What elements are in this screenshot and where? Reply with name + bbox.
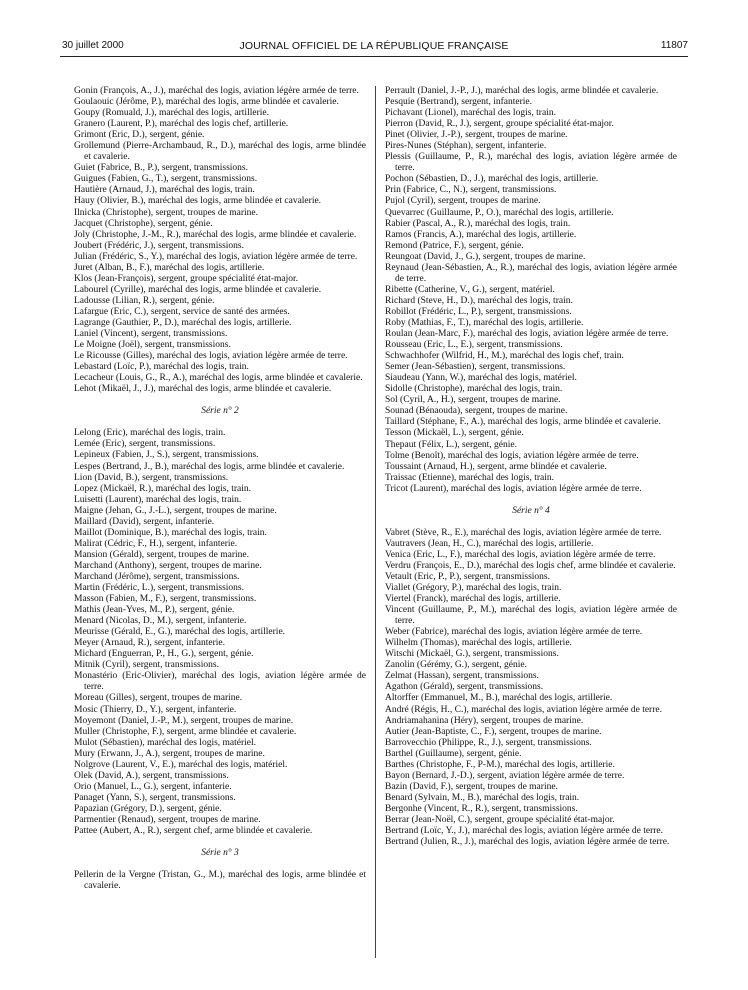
list-entry: Rousseau (Eric, L., E.), sergent, transmissions.	[385, 340, 563, 351]
list-entry: Plessis (Guillaume, P., R.), maréchal des logis, aviation légère armée de terre.	[385, 152, 677, 174]
list-entry: Mulot (Sébastien), maréchal des logis, matériel.	[74, 737, 257, 748]
list-entry: Orio (Manuel, L., G.), sergent, infanterie.	[74, 781, 232, 792]
list-entry: Sounad (Bénaouda), sergent, troupes de marine.	[385, 406, 568, 417]
list-entry: Pires-Nunes (Stéphan), sergent, infanterie.	[385, 141, 547, 152]
list-entry: Guigues (Fabien, G., T.), sergent, transmissions.	[74, 174, 258, 185]
list-entry: Papazian (Grégory, D.), sergent, génie.	[74, 803, 222, 814]
list-entry: Juret (Alban, B., F.), maréchal des logis, artillerie.	[74, 262, 265, 273]
list-entry: Lebastard (Loïc, P.), maréchal des logis, train.	[74, 362, 249, 373]
list-entry: Rabier (Pascal, A., R.), maréchal des logis, train.	[385, 218, 571, 229]
list-entry: Perrault (Daniel, J.-P., J.), maréchal des logis, arme blindée et cavalerie.	[385, 86, 659, 96]
header-page-number: 11807	[660, 40, 688, 51]
list-entry: Bertrand (Julien, R., J.), maréchal des logis, aviation légère armée de terre.	[385, 837, 670, 848]
header-date: 30 juillet 2000	[62, 40, 124, 51]
list-entry: Lespes (Bertrand, J., B.), maréchal des logis, arme blindée et cavalerie.	[74, 461, 345, 472]
list-entry: Menard (Nicolas, D., M.), sergent, infanterie.	[74, 616, 247, 627]
header-rule	[60, 56, 688, 57]
list-entry: Roulan (Jean-Marc, F.), maréchal des logis, aviation légère armée de terre.	[385, 329, 669, 340]
list-entry: Pellerin de la Vergne (Tristan, G., M.), maréchal des logis, arme blindée et cavalerie.	[74, 870, 366, 892]
list-entry: Parmentier (Renaud), sergent, troupes de marine.	[74, 815, 261, 825]
list-entry: Lafargue (Eric, C.), sergent, service de santé des armées.	[74, 306, 290, 317]
list-entry: Pujol (Cyril), sergent, troupes de marine.	[385, 196, 541, 207]
list-entry: Vabret (Stève, R., E.), maréchal des logis, aviation légère armée de terre.	[385, 527, 662, 538]
list-entry: Mitnik (Cyril), sergent, transmissions.	[74, 660, 219, 671]
list-entry: Hauy (Olivier, B.), maréchal des logis, arme blindée et cavalerie.	[74, 196, 322, 207]
list-entry: Guiet (Fabrice, B., P.), sergent, transmissions.	[74, 163, 248, 174]
list-entry: Benard (Sylvain, M., B.), maréchal des logis, train.	[385, 792, 580, 803]
left-column	[74, 86, 366, 892]
list-entry: Venica (Eric, L., F.), maréchal des logis, aviation légère armée de terre.	[385, 549, 656, 560]
serie-heading: Série n° 4	[512, 505, 550, 516]
list-entry: Labourel (Cyrille), maréchal des logis, arme blindée et cavalerie.	[74, 284, 322, 295]
list-entry: Weber (Fabrice), maréchal des logis, aviation légère armée de terre.	[385, 627, 643, 638]
list-entry: Altorffer (Emmanuel, M., B.), maréchal des logis, artillerie.	[385, 693, 613, 704]
list-entry: Marchand (Jérôme), sergent, transmissions.	[74, 571, 240, 582]
list-entry: Goulaouic (Jérôme, P.), maréchal des logis, arme blindée et cavalerie.	[74, 97, 339, 108]
list-entry: Traissac (Etienne), maréchal des logis, train.	[385, 472, 555, 483]
list-entry: Julian (Frédéric, S., Y.), maréchal des logis, aviation légère armée de terre.	[74, 251, 358, 262]
list-entry: Wilhelm (Thomas), maréchal des logis, artillerie.	[385, 638, 572, 649]
list-entry: Robillot (Frédéric, L., P.), sergent, transmissions.	[385, 306, 572, 317]
list-entry: Joubert (Frédéric, J.), sergent, transmissions.	[74, 240, 245, 251]
list-entry: Siaudeau (Yann, W.), maréchal des logis, matériel.	[385, 373, 577, 384]
list-entry: Lemée (Eric), sergent, transmissions.	[74, 439, 216, 450]
list-entry: Martin (Frédéric, L.), sergent, transmissions.	[74, 583, 244, 594]
list-entry: Marchand (Anthony), sergent, troupes de marine.	[74, 560, 262, 571]
list-entry: Berrar (Jean-Noël, C.), sergent, groupe spécialité état-major.	[385, 815, 615, 825]
list-entry: Autier (Jean-Baptiste, C., F.), sergent, troupes de marine.	[385, 726, 602, 737]
list-entry: Pierron (David, R., J.), sergent, groupe spécialité état-major.	[385, 119, 614, 130]
list-entry: Joly (Christophe, J.-M., R.), maréchal des logis, arme blindée et cavalerie.	[74, 229, 357, 240]
right-column	[385, 86, 677, 848]
list-entry: Zelmat (Hassan), sergent, transmissions.	[385, 671, 539, 682]
list-entry: Bayon (Bernard, J.-D.), sergent, aviation légère armée de terre.	[385, 770, 625, 781]
list-entry: Lopez (Mickaël, R.), maréchal des logis, train.	[74, 483, 252, 494]
list-entry: Prin (Fabrice, C., N.), sergent, transmissions.	[385, 185, 557, 196]
list-entry: Tolme (Benoît), maréchal des logis, aviation légère armée de terre.	[385, 450, 639, 461]
list-entry: Ramos (Francis, A.), maréchal des logis, artillerie.	[385, 229, 577, 240]
list-entry: Ribette (Catherine, V., G.), sergent, matériel.	[385, 284, 555, 295]
serie-heading: Série n° 3	[201, 848, 239, 859]
list-entry: Maigne (Jehan, G., J.-L.), sergent, troupes de marine.	[74, 505, 277, 516]
list-entry: Klos (Jean-François), sergent, groupe spécialité état-major.	[74, 273, 299, 284]
list-entry: Lion (David, B.), sergent, transmissions.	[74, 472, 229, 483]
list-entry: Vincent (Guillaume, P., M.), maréchal des logis, aviation légère armée de terre.	[385, 605, 677, 627]
column-separator	[375, 86, 376, 958]
list-entry: Pinet (Olivier, J.-P.), sergent, troupes de marine.	[385, 130, 568, 141]
serie-heading: Série n° 2	[201, 406, 239, 417]
list-entry: Meurisse (Gérald, E., G.), maréchal des logis, artillerie.	[74, 627, 286, 638]
header-title: JOURNAL OFFICIEL DE LA RÉPUBLIQUE FRANÇAISE	[239, 40, 509, 52]
list-entry: Barrovecchio (Philippe, R., J.), sergent, transmissions.	[385, 737, 592, 748]
list-entry: Thepaut (Félix, L.), sergent, génie.	[385, 439, 517, 450]
list-entry: André (Régis, H., C.), maréchal des logis, aviation légère armée de terre.	[385, 704, 662, 715]
list-entry: Malirat (Cédric, F., H.), sergent, infanterie.	[74, 538, 238, 549]
list-entry: Lecacheur (Louis, G., R., A.), maréchal des logis, arme blindée et cavalerie.	[74, 373, 363, 384]
list-entry: Tesson (Mickaël, L.), sergent, génie.	[385, 428, 524, 439]
list-entry: Richard (Steve, H., D.), maréchal des logis, train.	[385, 295, 573, 306]
list-entry: Masson (Fabien, M., F.), sergent, transmissions.	[74, 594, 257, 605]
list-entry: Olek (David, A.), sergent, transmissions.	[74, 770, 229, 781]
list-entry: Lelong (Eric), maréchal des logis, train.	[74, 428, 226, 439]
list-entry: Gonin (François, A., J.), maréchal des logis, aviation légère armée de terre.	[74, 86, 359, 96]
list-entry: Lehot (Mikaël, J., J.), maréchal des logis, arme blindée et cavalerie.	[74, 384, 332, 395]
list-entry: Reungoat (David, J., G.), sergent, troupes de marine.	[385, 251, 586, 262]
page-header	[0, 40, 748, 56]
list-entry: Pichavant (Lionel), maréchal des logis, train.	[385, 108, 556, 119]
list-entry: Panaget (Yann, S.), sergent, transmissions.	[74, 792, 236, 803]
list-entry: Jacquet (Christophe), sergent, génie.	[74, 218, 213, 229]
list-entry: Lepineux (Fabien, J., S.), sergent, transmissions.	[74, 450, 259, 461]
list-entry: Remond (Patrice, F.), sergent, génie.	[385, 240, 524, 251]
list-entry: Moreau (Gilles), sergent, troupes de marine.	[74, 693, 243, 704]
list-entry: Vautravers (Jean, H., C.), maréchal des logis, artillerie.	[385, 538, 594, 549]
list-entry: Verdru (François, E., D.), maréchal des logis chef, arme blindée et cavalerie.	[385, 560, 676, 571]
list-entry: Zanolin (Gérémy, G.), sergent, génie.	[385, 660, 527, 671]
list-entry: Bertrand (Loïc, Y., J.), maréchal des logis, aviation légère armée de terre.	[385, 826, 664, 837]
list-entry: Sidolle (Christophe), maréchal des logis, train.	[385, 384, 563, 395]
list-entry: Meyer (Arnaud, R.), sergent, infanterie.	[74, 638, 225, 649]
list-entry: Grollemund (Pierre-Archambaud, R., D.), maréchal des logis, arme blindée et cavalerie.	[74, 141, 366, 163]
list-entry: Maillot (Dominique, B.), maréchal des logis, train.	[74, 527, 267, 538]
list-entry: Viertel (Franck), maréchal des logis, artillerie.	[385, 594, 561, 605]
list-entry: Andriamahanina (Héry), sergent, troupes de marine.	[385, 715, 584, 726]
list-entry: Barthes (Christophe, F., P-M.), maréchal des logis, artillerie.	[385, 759, 615, 770]
list-entry: Agathon (Gérald), sergent, transmissions.	[385, 682, 544, 693]
list-entry: Goupy (Romuald, J.), maréchal des logis, artillerie.	[74, 108, 269, 119]
list-entry: Michard (Enguerran, P., H., G.), sergent, génie.	[74, 649, 254, 660]
list-entry: Semer (Jean-Sébastien), sergent, transmissions.	[385, 362, 566, 373]
list-entry: Witschi (Mickaël, G.), sergent, transmissions.	[385, 649, 559, 660]
list-entry: Reynaud (Jean-Sébastien, A., R.), maréchal des logis, aviation légère armée de terre.	[385, 262, 677, 284]
list-entry: Luisetti (Laurent), maréchal des logis, train.	[74, 494, 242, 505]
list-entry: Monastério (Eric-Olivier), maréchal des logis, aviation légère armée de terre.	[74, 671, 366, 693]
list-entry: Pattee (Aubert, A., R.), sergent chef, arme blindée et cavalerie.	[74, 826, 313, 837]
list-entry: Mury (Erwann, J., A.), sergent, troupes de marine.	[74, 748, 265, 759]
list-entry: Mosic (Thierry, D., Y.), sergent, infanterie.	[74, 704, 237, 715]
list-entry: Lagrange (Gauthier, P., D.), maréchal des logis, artillerie.	[74, 317, 292, 328]
list-entry: Pesquie (Bertrand), sergent, infanterie.	[385, 97, 533, 108]
list-entry: Moyemont (Daniel, J.-P., M.), sergent, troupes de marine.	[74, 715, 294, 726]
list-entry: Maillard (David), sergent, infanterie.	[74, 516, 215, 527]
list-entry: Vetault (Eric, P., P.), sergent, transmissions.	[385, 571, 551, 582]
list-entry: Ilnicka (Christophe), sergent, troupes de marine.	[74, 207, 258, 218]
list-entry: Quevarrec (Guillaume, P., O.), maréchal des logis, artillerie.	[385, 207, 614, 218]
list-entry: Toussaint (Arnaud, H.), sergent, arme blindée et cavalerie.	[385, 461, 607, 472]
list-entry: Viallet (Grégory, P.), maréchal des logis, train.	[385, 583, 562, 594]
list-entry: Grimont (Eric, D.), sergent, génie.	[74, 130, 205, 141]
list-entry: Mansion (Gérald), sergent, troupes de marine.	[74, 549, 249, 560]
list-entry: Mathis (Jean-Yves, M., P.), sergent, génie.	[74, 605, 235, 616]
list-entry: Roby (Mathias, F., T.), maréchal des logis, artillerie.	[385, 317, 584, 328]
list-entry: Taillard (Stéphane, F., A.), maréchal des logis, arme blindée et cavalerie.	[385, 417, 661, 428]
list-entry: Hautière (Arnaud, J.), maréchal des logis, train.	[74, 185, 255, 196]
list-entry: Le Ricousse (Gilles), maréchal des logis, aviation légère armée de terre.	[74, 351, 348, 362]
list-entry: Barthel (Guillaume), sergent, génie.	[385, 748, 522, 759]
list-entry: Le Moigne (Joël), sergent, transmissions.	[74, 340, 231, 351]
list-entry: Muller (Christophe, F.), sergent, arme blindée et cavalerie.	[74, 726, 297, 737]
list-entry: Ladousse (Lilian, R.), sergent, génie.	[74, 295, 215, 306]
list-entry: Bazin (David, F.), sergent, troupes de marine.	[385, 781, 558, 792]
list-entry: Bergonhe (Vincent, R., R.), sergent, transmissions.	[385, 803, 578, 814]
list-entry: Schwachhofer (Wilfrid, H., M.), maréchal des logis chef, train.	[385, 351, 624, 362]
list-entry: Sol (Cyril, A., H.), sergent, troupes de marine.	[385, 395, 561, 406]
list-entry: Tricot (Laurent), maréchal des logis, aviation légère armée de terre.	[385, 483, 642, 494]
list-entry: Pochon (Sébastien, D., J.), maréchal des logis, artillerie.	[385, 174, 599, 185]
list-entry: Nolgrove (Laurent, V., E.), maréchal des logis, matériel.	[74, 759, 288, 770]
list-entry: Laniel (Vincent), sergent, transmissions.	[74, 329, 228, 340]
list-entry: Granero (Laurent, P.), maréchal des logis chef, artillerie.	[74, 119, 289, 130]
